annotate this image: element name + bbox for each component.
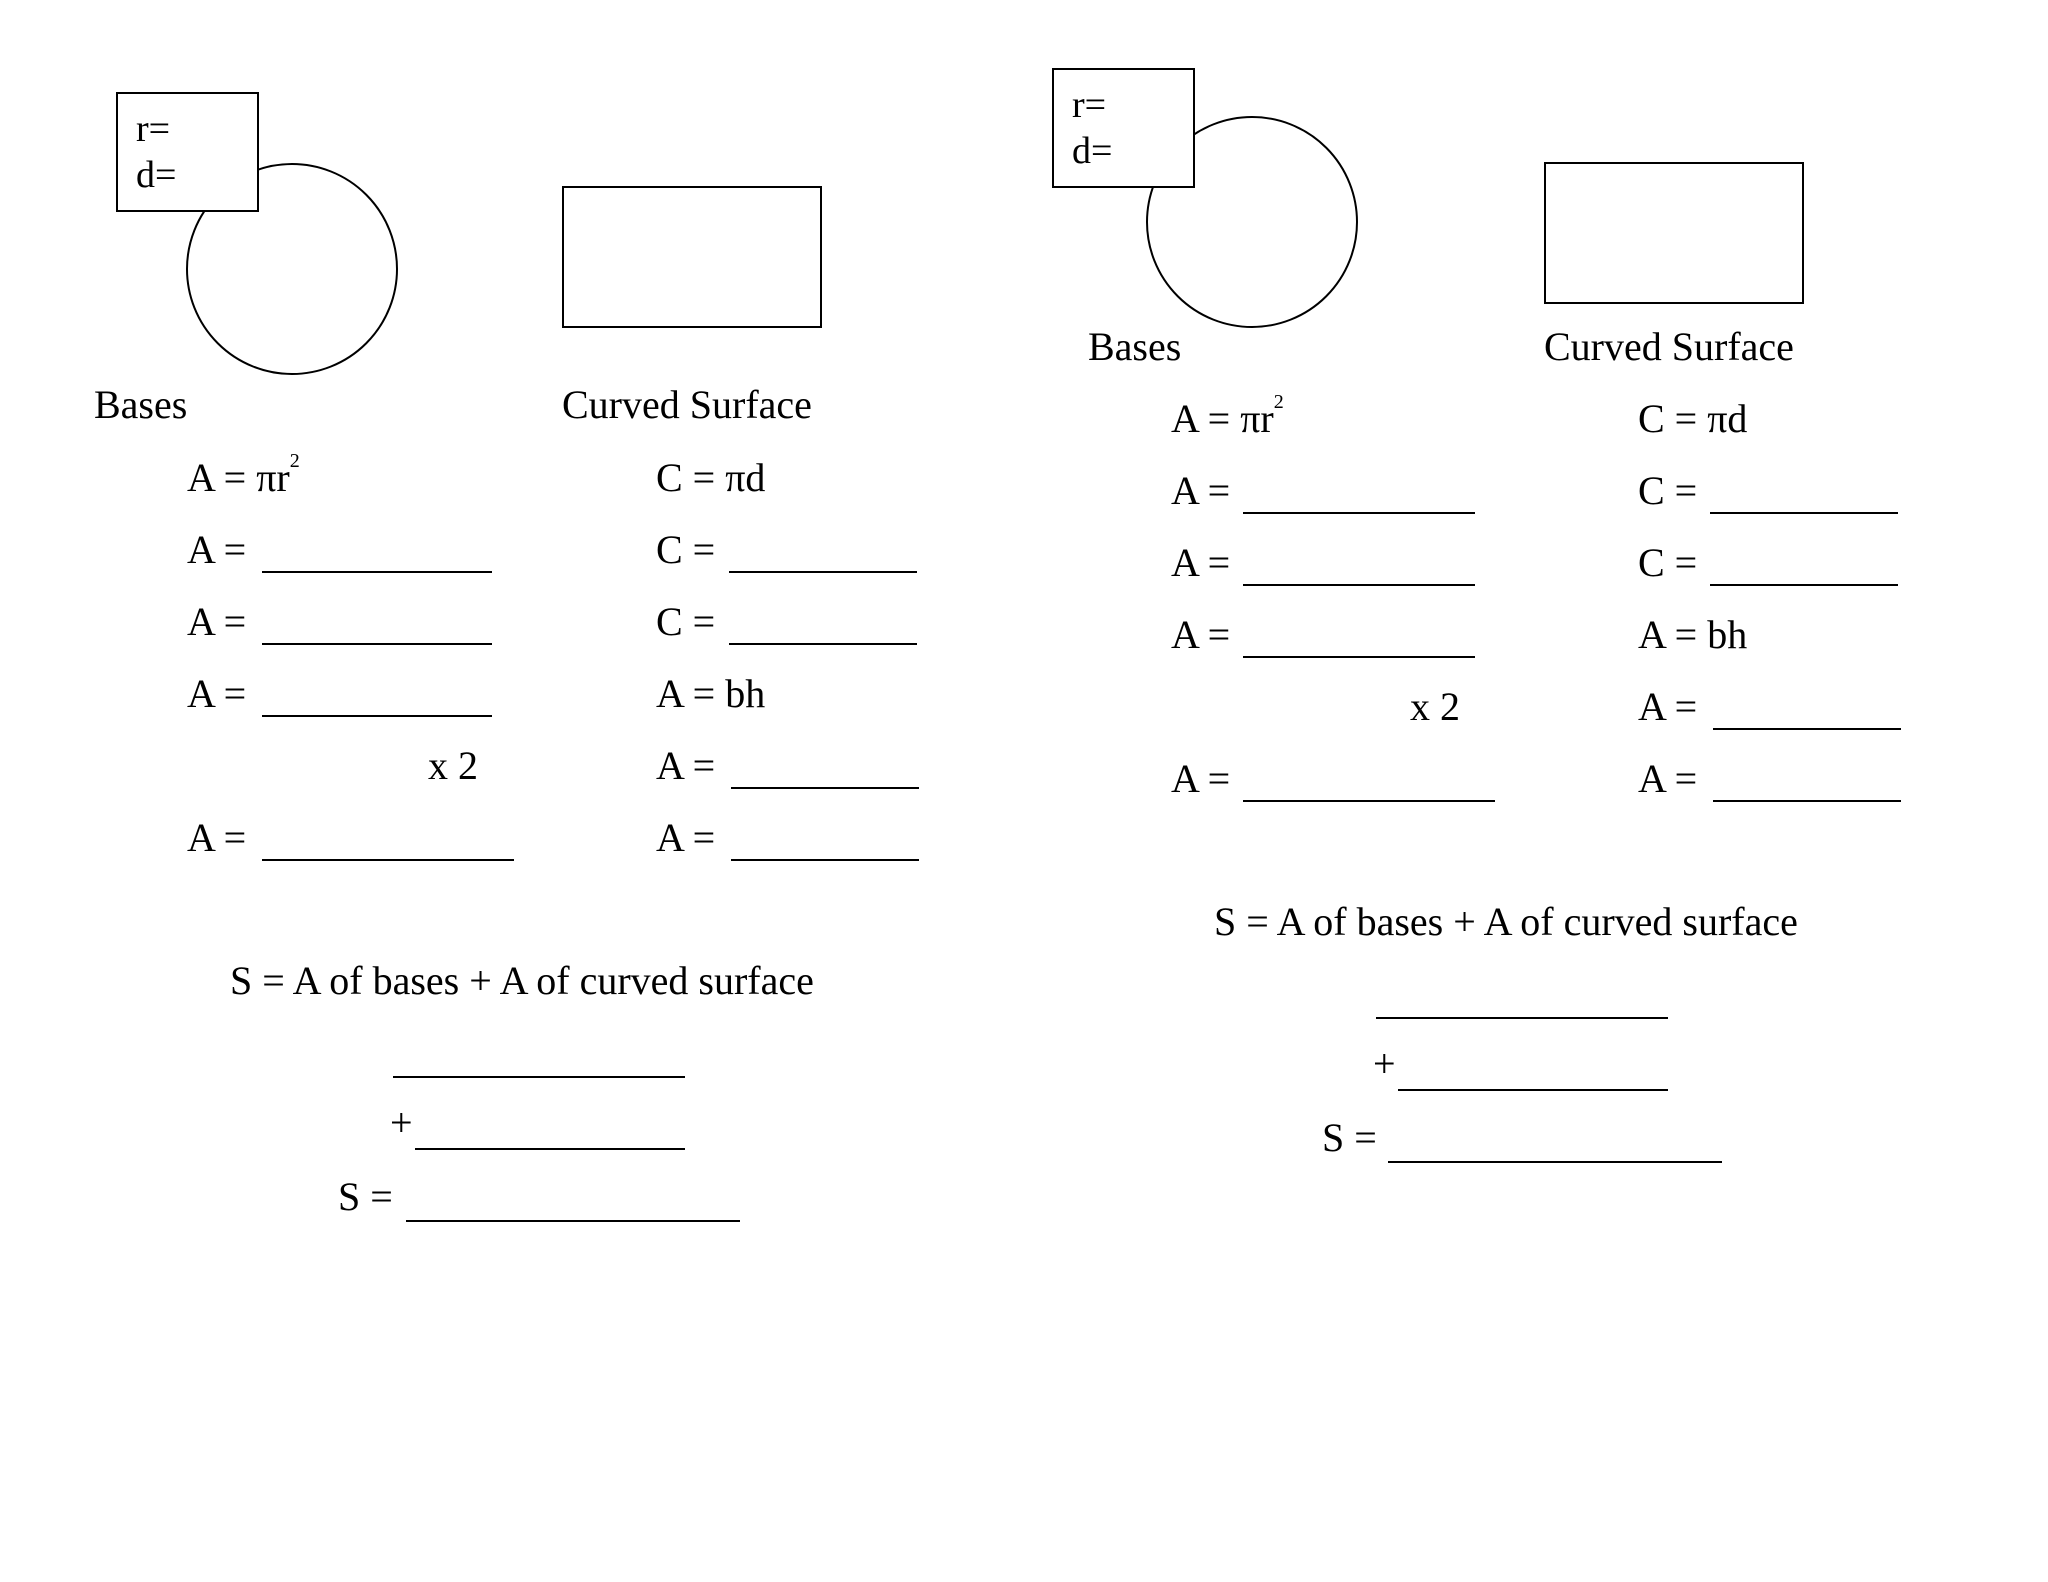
answer-blank[interactable] <box>1388 1161 1722 1163</box>
plus-sign: + <box>390 1100 413 1145</box>
circumference-line-2: C = <box>1638 540 1698 585</box>
answer-blank[interactable] <box>1713 728 1901 730</box>
answer-blank[interactable] <box>729 643 917 645</box>
curved-surface-rectangle <box>1544 162 1804 304</box>
answer-blank[interactable] <box>262 859 514 861</box>
curved-area-line-1: A = <box>1638 684 1698 729</box>
times-two: x 2 <box>428 743 478 788</box>
answer-blank[interactable] <box>1710 584 1898 586</box>
answer-blank[interactable] <box>1243 512 1475 514</box>
surface-area-total: S = <box>1322 1115 1377 1160</box>
base-area-formula: $A = \pi r^2$ <box>187 450 300 500</box>
circumference-line-1: C = <box>1638 468 1698 513</box>
answer-blank[interactable] <box>731 787 919 789</box>
answer-blank[interactable] <box>1398 1089 1668 1091</box>
curved-surface-heading: Curved Surface <box>562 382 812 427</box>
circumference-formula: C = πd <box>656 455 766 500</box>
curved-surface-rectangle <box>562 186 822 328</box>
bases-total-area: A = <box>1171 756 1231 801</box>
bases-total-area: A = <box>187 815 247 860</box>
answer-blank[interactable] <box>729 571 917 573</box>
answer-blank[interactable] <box>1243 800 1495 802</box>
surface-area-total: S = <box>338 1174 393 1219</box>
base-area-line-2: A = <box>187 599 247 644</box>
base-area-line-1: A = <box>187 527 247 572</box>
circumference-formula: C = πd <box>1638 396 1748 441</box>
surface-area-formula: S = A of bases + A of curved surface <box>230 958 814 1003</box>
circumference-line-1: C = <box>656 527 716 572</box>
answer-blank[interactable] <box>1376 1017 1668 1019</box>
answer-blank[interactable] <box>262 643 492 645</box>
curved-area-line-1: A = <box>656 743 716 788</box>
radius-diameter-box <box>1052 68 1195 188</box>
base-area-formula: $A = \pi r^2$ <box>1171 391 1284 441</box>
answer-blank[interactable] <box>1710 512 1898 514</box>
answer-blank[interactable] <box>406 1220 740 1222</box>
base-area-line-3: A = <box>1171 612 1231 657</box>
answer-blank[interactable] <box>262 571 492 573</box>
base-area-line-2: A = <box>1171 540 1231 585</box>
radius-diameter-box <box>116 92 259 212</box>
answer-blank[interactable] <box>1243 584 1475 586</box>
bases-heading: Bases <box>1088 324 1182 369</box>
circumference-line-2: C = <box>656 599 716 644</box>
rectangle-area-formula: A = bh <box>656 671 766 716</box>
answer-blank[interactable] <box>415 1148 685 1150</box>
rectangle-area-formula: A = bh <box>1638 612 1748 657</box>
answer-blank[interactable] <box>262 715 492 717</box>
surface-area-formula: S = A of bases + A of curved surface <box>1214 899 1798 944</box>
diameter-label: d= <box>1072 130 1113 172</box>
radius-label: r= <box>136 108 171 150</box>
times-two: x 2 <box>1410 684 1460 729</box>
plus-sign: + <box>1373 1041 1396 1086</box>
answer-blank[interactable] <box>1243 656 1475 658</box>
answer-blank[interactable] <box>393 1076 685 1078</box>
answer-blank[interactable] <box>731 859 919 861</box>
base-area-line-3: A = <box>187 671 247 716</box>
diameter-label: d= <box>136 154 177 196</box>
curved-area-line-2: A = <box>1638 756 1698 801</box>
curved-surface-heading: Curved Surface <box>1544 324 1794 369</box>
bases-heading: Bases <box>94 382 188 427</box>
base-area-line-1: A = <box>1171 468 1231 513</box>
radius-label: r= <box>1072 84 1107 126</box>
curved-area-line-2: A = <box>656 815 716 860</box>
answer-blank[interactable] <box>1713 800 1901 802</box>
